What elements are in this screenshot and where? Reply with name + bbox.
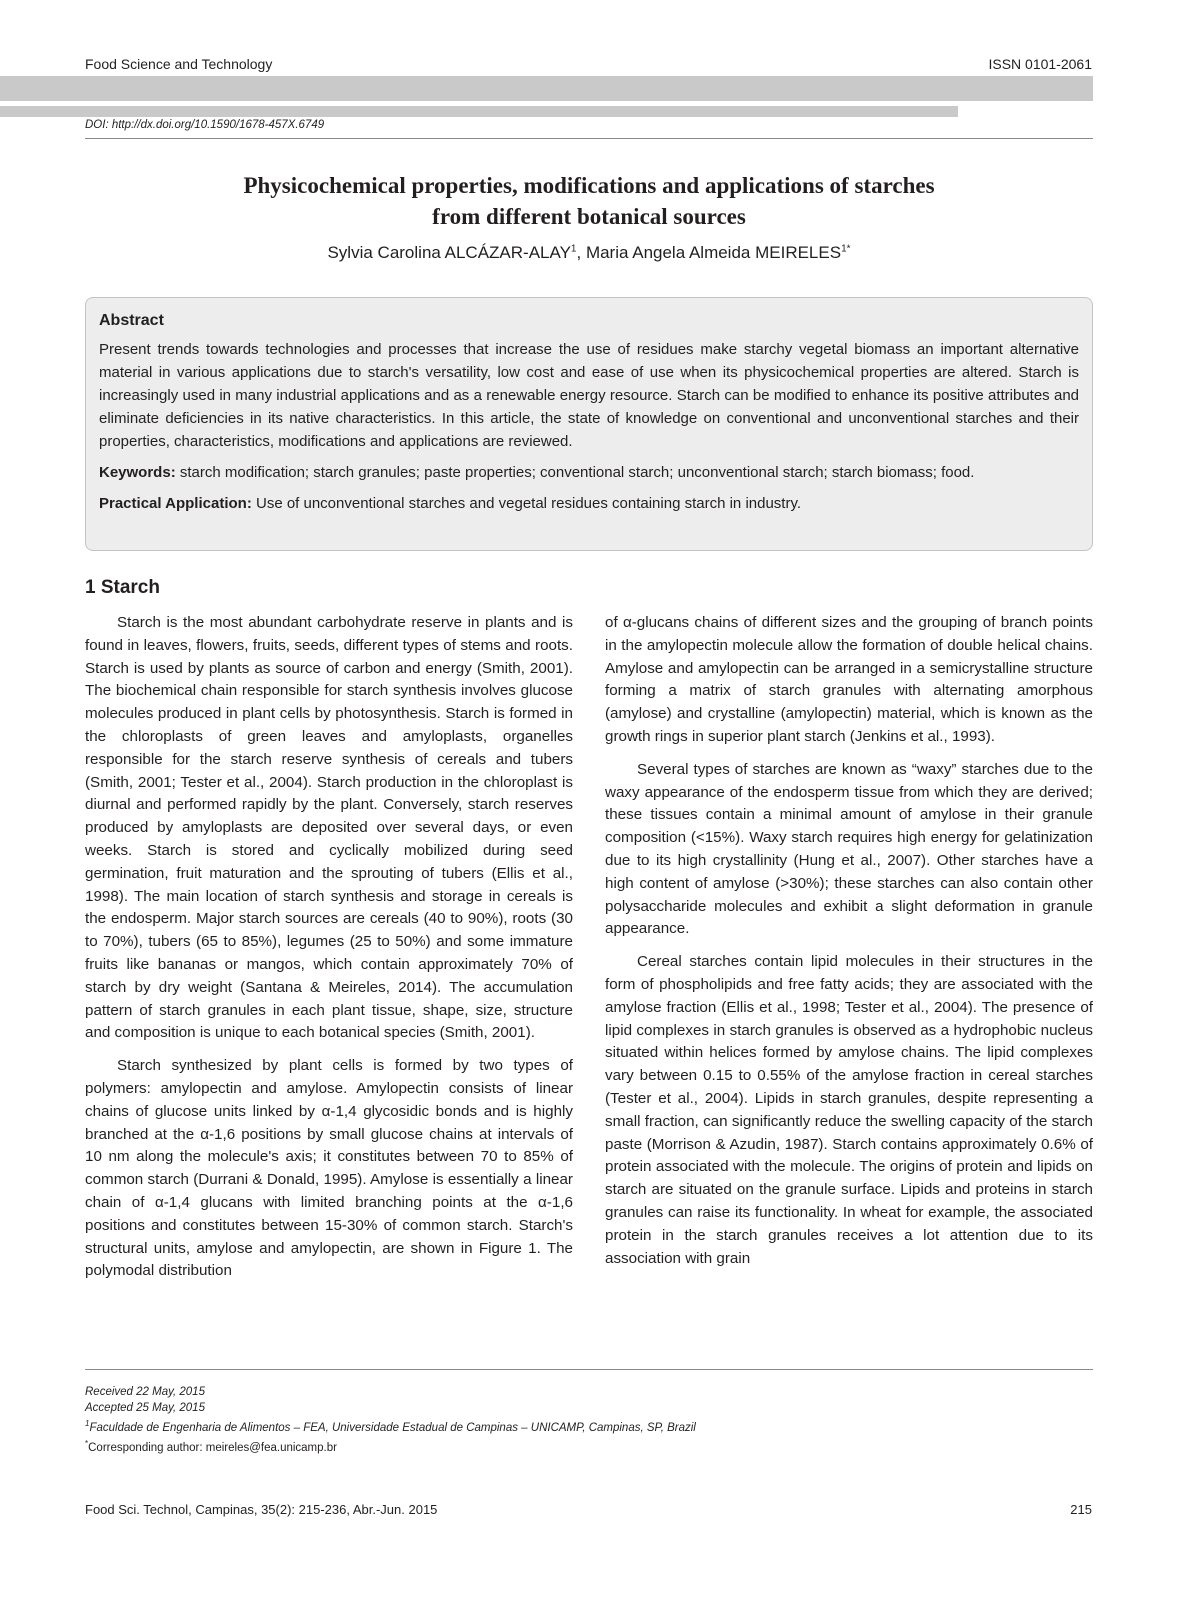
header-divider (85, 138, 1093, 139)
author-1: Sylvia Carolina ALCÁZAR-ALAY (327, 243, 571, 262)
abstract-text: Present trends towards technologies and processes that increase the use of residues make starchy vegetal biomass an important alternative material in various applications due to starch's versatility, low cost and ease of use when its physicochemical properties are altered. Starch is increasingly used in many industrial applications and as a renewable energy resource. Starch can be modified to enhance its positive attributes and eliminate deficiencies in its native characteristics. In this article, the state of knowledge on conventional and unconventional starches and their properties, characteristics, modifications and applications are reviewed. (99, 341, 1079, 450)
paragraph: Cereal starches contain lipid molecules in their structures in the form of phospholipids and free fatty acids; they are associated with the amylose fraction (Ellis et al., 1998; Tester et al., 2004). The presence of lipid complexes in starch granules is observed as a hydrophobic nucleus situated within helices formed by amylose chains. The lipid complexes vary between 0.15 to 0.55% of the amylose fraction in cereal starches (Tester et al., 2004). Lipids in starch granules, despite representing a small fraction, can significantly reduce the swelling capacity of the starch paste (Morrison & Azudin, 1987). Starch contains approximately 0.6% of protein associated with the molecule. The origins of protein and lipids on starch are situated on the granule surface. Lipids and proteins in starch granules can raise its functionality. In wheat for example, the associated protein in the starch granules receives a lot attention due to its association with grain (605, 953, 1093, 1267)
doi-link[interactable]: DOI: http://dx.doi.org/10.1590/1678-457X.6749 (85, 119, 325, 131)
keywords-label: Keywords: (99, 464, 176, 481)
corresponding-author-note (85, 1436, 696, 1456)
paragraph: Starch is the most abundant carbohydrate reserve in plants and is found in leaves, flowers, fruits, seeds, different types of stems and roots. Starch is used by plants as source of carbon and energy (Smith, 2001). The biochemical chain responsible for starch synthesis involves glucose molecules produced in plant cells by photosynthesis. Starch is formed in the chloroplasts of green leaves and amyloplasts, organelles responsible for the starch reserve synthesis of cereals and tubers (Smith, 2001; Tester et al., 2004). Starch production in the chloroplast is diurnal and performed rapidly by the plant. Conversely, starch reserves produced by amyloplasts are deposited over several days, or even weeks. Starch is stored and cyclically mobilized during seed germination, fruit maturation and the sprouting of tubers (Ellis et al., 1998). The main location of starch synthesis and storage in cereals is the endosperm. Major starch sources are cereals (40 to 90%), roots (30 to 70%), tubers (65 to 85%), legumes (25 to 50%) and some immature fruits like bananas or mangos, which contain approximately 70% of starch by dry weight (Santana & Meireles, 2014). The accumulation pattern of starch granules in each plant tissue, shape, size, structure and composition is unique to each botanical species (Smith, 2001). (85, 614, 573, 1042)
practical-application-label: Practical Application: (99, 495, 252, 512)
footnotes (85, 1384, 696, 1456)
section-heading-starch: 1 Starch (85, 577, 160, 598)
issn-label: ISSN 0101-2061 (988, 56, 1092, 72)
paragraph: of α-glucans chains of different sizes and the grouping of branch points in the amylopectin molecule allow the formation of double helical chains. Amylose and amylopectin can be arranged in a semicrystalline structure forming a matrix of starch granules with alternating amorphous (amylose) and crystalline (amylopectin) material, which is known as the growth rings in superior plant starch (Jenkins et al., 1993). (605, 614, 1093, 745)
journal-name: Food Science and Technology (85, 56, 273, 72)
keywords-line (99, 461, 1079, 484)
corresponding-mark: * (85, 1438, 89, 1448)
received-date: Received 22 May, 2015 (85, 1386, 205, 1398)
accepted-date: Accepted 25 May, 2015 (85, 1402, 205, 1414)
affiliation-text: Faculdade de Engenharia de Alimentos – FEA, Universidade Estadual de Campinas – UNICAMP, Campinas, SP, Brazil (89, 1421, 696, 1434)
practical-application-text: Use of unconventional starches and vegetal residues containing starch in industry. (251, 495, 802, 512)
citation-footer: Food Sci. Technol, Campinas, 35(2): 215-236, Abr.-Jun. 2015 (85, 1502, 438, 1517)
abstract-heading: Abstract (99, 312, 164, 329)
corresponding-author-text[interactable]: Corresponding author: meireles@fea.unicamp.br (88, 1441, 337, 1454)
abstract-box (85, 297, 1093, 551)
header-bar-bottom (0, 106, 958, 117)
affiliation-note (85, 1416, 696, 1436)
header-bar-top (0, 76, 1093, 101)
body-column-right (605, 612, 1093, 1280)
paragraph: Starch synthesized by plant cells is formed by two types of polymers: amylopectin and amylose. Amylopectin consists of linear chains of glucose units linked by α-1,4 glycosidic bonds and is highly branched at the α-1,6 positions by small glucose chains at intervals of 10 nm along the molecule's axis; it constitutes between 70 to 85% of common starch (Durrani & Donald, 1995). Amylose is essentially a linear chain of α-1,4 glucans with limited branching points at the α-1,6 positions and constitutes between 15-30% of common starch. Starch's structural units, amylose and amylopectin, are shown in Figure 1. The polymodal distribution (85, 1057, 573, 1280)
article-title (85, 170, 1093, 232)
footnote-divider (85, 1369, 1093, 1370)
body-column-left (85, 612, 573, 1293)
author-2-affiliation-mark: 1* (841, 243, 851, 255)
author-separator: , (576, 243, 586, 262)
author-2: Maria Angela Almeida MEIRELES (585, 243, 842, 262)
article-title-line-1: Physicochemical properties, modifications and applications of starches (243, 173, 935, 198)
practical-application-line (99, 492, 1079, 515)
keywords-text: starch modification; starch granules; paste properties; conventional starch; unconventional starch; starch biomass; food. (175, 464, 975, 481)
page-number: 215 (1070, 1502, 1092, 1517)
author-list (85, 243, 1093, 263)
article-title-line-2: from different botanical sources (432, 204, 746, 229)
author-1-affiliation-mark: 1 (570, 243, 577, 255)
affiliation-mark: 1 (85, 1419, 90, 1428)
paragraph: Several types of starches are known as “waxy” starches due to the waxy appearance of the endosperm tissue from which they are derived; these tissues contain a minimal amount of amylose in their granule composition (<15%). Waxy starch requires high energy for gelatinization due to its high crystallinity (Hung et al., 2007). Other starches have a high content of amylose (>30%); these starches can also contain other polysaccharide molecules and exhibit a slight deformation in granule appearance. (605, 760, 1093, 938)
